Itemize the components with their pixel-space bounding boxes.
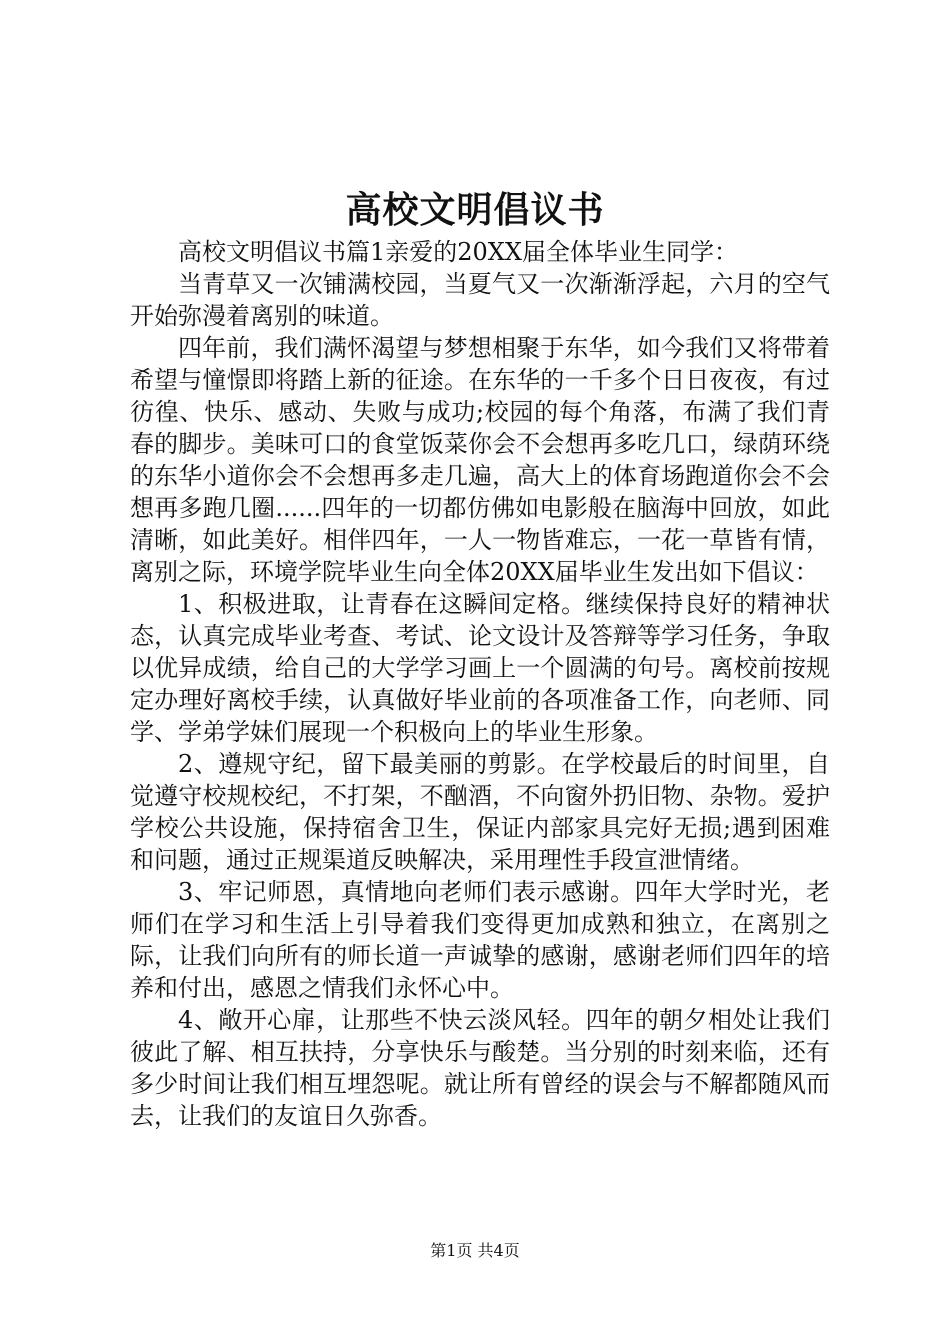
document-body <box>130 236 830 1132</box>
page-footer: 第1页 共4页 <box>430 1241 520 1260</box>
paragraph-4: 2、遵规守纪，留下最美丽的剪影。在学校最后的时间里，自觉遵守校规校纪，不打架，不酗酒，不向窗外扔旧物、杂物。爱护学校公共设施，保持宿舍卫生，保证内部家具完好无损;遇到困难和问题，通过正规渠道反映解决，采用理性手段宣泄情绪。 <box>130 750 830 874</box>
document-title: 高校文明倡议书 <box>345 189 605 231</box>
paragraph-2: 四年前，我们满怀渴望与梦想相聚于东华，如今我们又将带着希望与憧憬即将踏上新的征途。在东华的一千多个日日夜夜，有过彷徨、快乐、感动、失败与成功;校园的每个角落，布满了我们青春的脚步。美味可口的食堂饭菜你会不会想再多吃几口，绿荫环绕的东华小道你会不会想再多走几遍，高大上的体育场跑道你会不会想再多跑几圈......四年的一切都仿佛如电影般在脑海中回放，如此清晰，如此美好。相伴四年，一人一物皆难忘，一花一草皆有情，离别之际，环境学院毕业生向全体20XX届毕业生发出如下倡议： <box>130 334 830 586</box>
paragraph-3: 1、积极进取，让青春在这瞬间定格。继续保持良好的精神状态，认真完成毕业考查、考试、论文设计及答辩等学习任务，争取以优异成绩，给自己的大学学习画上一个圆满的句号。离校前按规定办理好离校手续，认真做好毕业前的各项准备工作，向老师、同学、学弟学妹们展现一个积极向上的毕业生形象。 <box>130 590 830 746</box>
paragraph-5: 3、牢记师恩，真情地向老师们表示感谢。四年大学时光，老师们在学习和生活上引导着我们变得更加成熟和独立，在离别之际，让我们向所有的师长道一声诚挚的感谢，感谢老师们四年的培养和付出，感恩之情我们永怀心中。 <box>130 878 830 1002</box>
intro-paragraph: 高校文明倡议书篇1亲爱的20XX届全体毕业生同学： <box>178 238 738 266</box>
paragraph-1: 当青草又一次铺满校园，当夏气又一次渐渐浮起，六月的空气开始弥漫着离别的味道。 <box>130 270 830 330</box>
paragraph-6: 4、敞开心扉，让那些不快云淡风轻。四年的朝夕相处让我们彼此了解、相互扶持，分享快乐与酸楚。当分别的时刻来临，还有多少时间让我们相互埋怨呢。就让所有曾经的误会与不解都随风而去，让我们的友谊日久弥香。 <box>130 1006 830 1130</box>
